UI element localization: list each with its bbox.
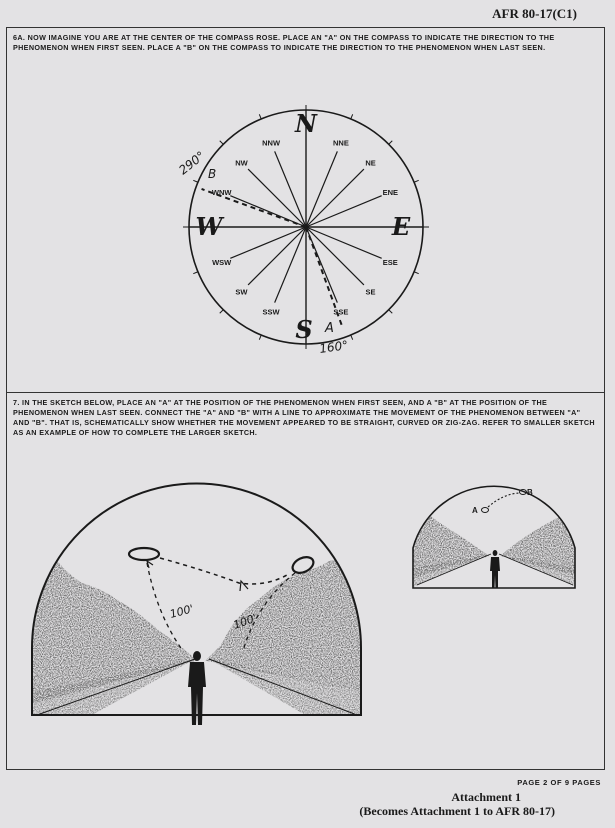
compass-tick	[193, 180, 198, 182]
section-6a-compass	[6, 27, 605, 393]
compass-tick	[389, 141, 393, 145]
distance-label-left: 100'	[168, 602, 195, 621]
compass-label-nne: NNE	[333, 138, 349, 148]
compass-label-ssw: SSW	[262, 307, 280, 317]
compass-tick	[193, 272, 198, 274]
movement-path	[160, 558, 287, 584]
compass-tick	[389, 310, 393, 314]
compass-tick	[414, 180, 419, 182]
compass-spoke-nw	[248, 169, 306, 227]
compass-tick	[259, 114, 261, 119]
sky-sketches	[7, 393, 606, 771]
compass-spoke-sw	[248, 227, 306, 285]
cardinal-north: N	[295, 109, 317, 138]
compass-tick	[259, 335, 261, 340]
instruction-7: 7. IN THE SKETCH BELOW, PLACE AN "A" AT THE POSITION OF THE PHENOMENON WHEN FIRST SEEN, AND A "B" AT THE POSITION OF THE PHENOMENON WHEN LAST SEEN. CONNECT THE "A" AND "B" WITH A LINE TO APPROXIMATE THE MOVEMENT OF THE PHENOMENON BETWEEN "A" AND "B". THAT IS, SCHEMATICALLY SHOW WHETHER THE MOVEMENT APPEARED TO BE STRAIGHT, CURVED OR ZIG-ZAG. REFER TO SMALLER SKETCH AS AN EXAMPLE OF HOW TO COMPLETE THE LARGER SKETCH.	[13, 398, 595, 437]
compass-label-sse: SSE	[333, 307, 349, 317]
compass-tick	[220, 310, 224, 314]
attachment-note: (Becomes Attachment 1 to AFR 80-17)	[359, 804, 555, 818]
cardinal-south: S	[295, 315, 313, 344]
compass-tick	[351, 114, 353, 119]
small-example-sketch	[409, 486, 581, 593]
compass-label-ene: ENE	[382, 188, 399, 198]
section-7-sketch	[6, 392, 605, 770]
distance-label-right: 100'	[231, 611, 259, 632]
compass-tick	[351, 335, 353, 340]
compass-tick	[220, 141, 224, 145]
compass-label-ese: ESE	[382, 257, 398, 267]
bearing-b-label: 290°	[176, 148, 208, 178]
compass-spoke-ne	[306, 169, 364, 227]
cardinal-west: W	[195, 212, 223, 241]
compass-label-se: SE	[365, 287, 376, 297]
small-mark-a: A	[472, 506, 478, 515]
compass-tick	[414, 272, 419, 274]
object-first-seen-ellipse	[129, 548, 159, 560]
compass-label-ne: NE	[365, 158, 376, 168]
mark-b-compass: B	[208, 167, 217, 181]
compass-label-nw: NW	[235, 158, 248, 168]
mark-a-compass: A	[325, 321, 334, 336]
compass-rose	[7, 28, 606, 394]
small-mark-b: B	[527, 488, 533, 497]
instruction-6a: 6A. NOW IMAGINE YOU ARE AT THE CENTER OF THE COMPASS ROSE. PLACE AN "A" ON THE COMPASS TO INDICATE THE DIRECTION TO THE PHENOMENON WHEN FIRST SEEN. PLACE A "B" ON THE COMPASS TO INDICATE THE DIRECTION TO THE PHENOMENON WHEN LAST SEEN.	[13, 33, 555, 52]
cardinal-east: E	[391, 212, 411, 241]
compass-spoke-se	[306, 227, 364, 285]
bearing-a-label: 160°	[318, 338, 350, 356]
compass-label-nnw: NNW	[262, 138, 281, 148]
attachment-label: Attachment 1	[451, 790, 521, 804]
compass-label-sw: SW	[235, 287, 248, 297]
compass-label-wsw: WSW	[212, 257, 232, 267]
compass-label-wnw: WNW	[211, 188, 232, 198]
form-number: AFR 80-17(C1)	[492, 6, 577, 21]
page-indicator: PAGE 2 OF 9 PAGES	[517, 778, 601, 787]
large-sketch	[27, 484, 367, 726]
